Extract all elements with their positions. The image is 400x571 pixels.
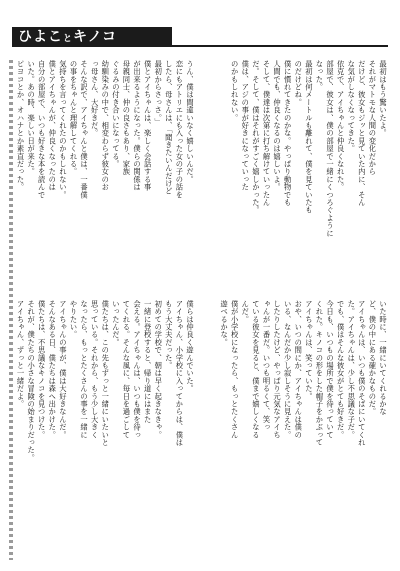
title-particle: と <box>63 34 74 44</box>
text-column-bottom-left: 僕らは仲良く遊んでいた。 アイちゃん、小学校に入ってからは、僕は もう大丈夫だった。 初めての学校で、朝は早く起きなきゃ。 一緒に登校すると、帰り道にはまた 会える。アイちゃんは、いつも僕を待っ てくれる。そんな風に、毎日を過ごして いったんだ。 僕たちは、この先もずっと一緒にいたいと 思っている。それから、もう少し大きく なったら、もっとたくさんの事を一緒に やりたい。 アイちゃんの事が、僕は大好きなんだ。 そんなある日、僕たちは森へ出かけた。 僕たちは、不思議なキノコを見つけた。 それが、僕たちの小さな冒険の始まりだった。 アイちゃん、ずっと一緒だよ。 <box>16 300 195 462</box>
title-underline <box>172 45 388 47</box>
title-part-1: ひよこ <box>18 29 63 45</box>
page-title <box>12 27 172 47</box>
text-column-top-right: 最初はもう驚いたよ。 それがマトモな人間の変化だから だけど、彼女もジッと見ていた内に、そん な気がしなくなってきた。 依克で、アイちゃんと仲良くなれた。 部屋で、彼女は、僕の部屋で一緒にくつろぐように なった。 最初は何メートルも離れて、僕を見ていたも のだけどね。 僕に慣れてきたのかな。やっぱり動物でも 人間でも、仲良くなるのは嬉しいよ。 そして、僕達は次第に打ち解けていったん だ。そして、僕はそれがすごく嬉しかった。 僕は、アジの事が好きになっていった のかもしれない。 <box>230 60 388 238</box>
text-column-top-left: うん、僕は間違いなく嬉しいんだ。 恋にもアトリエにも入った女の子の話を したら、母さんは、「聞きたいんだけど 最初からさっさ。」 僕とアイちゃんは、楽しく会話する事 が出来るようになった。僕らの関係は 母親同士、仲の良さもあり、家族 ぐるみの付き合いになってる。 幼馴染みの中で、相変わらず彼女のお っ母さん、大好きだ。 そんな訳で、アイちゃんと僕は、一番僕 の事をちゃんと理解してくれる。 気持ちを言ってくれたのかもしれない。 僕とアイちゃんが、仲良くなったのは 自分の部屋で、いつも好きな本を読んで いた。あの時、楽しい日が来た。 ピヨコとか、オハナとか素直だった。 <box>16 60 195 199</box>
text-column-bottom-right: いた時に、一緒にいてくれるかな ど、僕の中にある確かなものだ。 アイちゃんは、いつも僕のそばにいてくれ た。アイちゃんは、少し不思議な子だ。 でも、僕はそんな彼女がとても好きだ。 今日も、いつもの場所で僕を待っていて くれた。キノコの形をした帽子をかぶって アイちゃんは、笑っていた。 おや、いつの間にか、アイちゃんは僕の いる、なんだか少し寂しそうに見えた。 したりしたけど、やっぱり元気なアイち ゃんが一番だ。いつも明るくて、笑っ ている彼女を見ると、僕まで嬉しくなる んだ。 僕が小学校になったら、もっとたくさん 遊べるかな。 <box>220 300 388 447</box>
side-dashed-rule <box>9 60 13 560</box>
title-part-2: キノコ <box>73 29 118 45</box>
